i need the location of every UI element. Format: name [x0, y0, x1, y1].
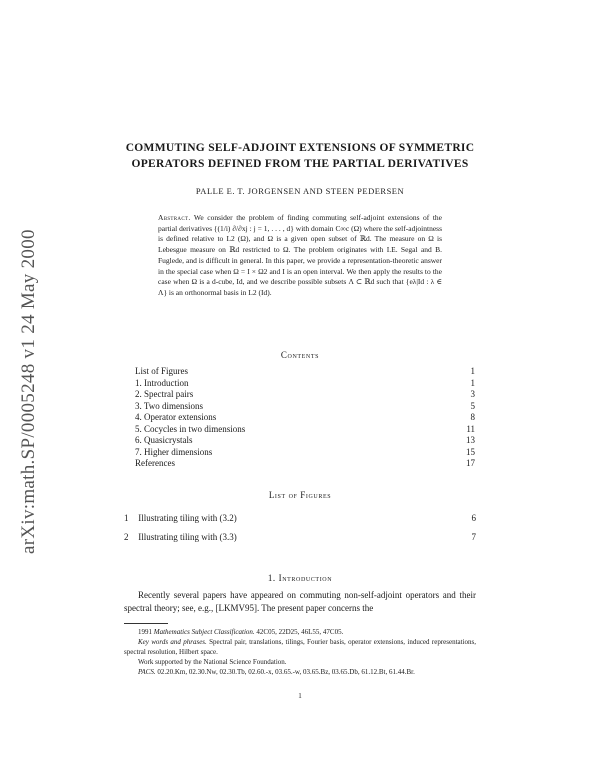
toc-page: 1	[470, 366, 475, 376]
toc-item[interactable]	[135, 458, 475, 470]
footnote-pacs	[124, 668, 476, 678]
keywords-text: Spectral pair, translations, tilings, Fourier basis, operator extensions, induced representations, spectral resolution, Hilbert space.	[124, 638, 477, 656]
abstract-label: Abstract.	[158, 213, 191, 222]
lof-item[interactable]	[124, 509, 476, 528]
toc-item[interactable]	[135, 435, 475, 447]
paper-title	[110, 140, 490, 172]
footnote-keywords	[124, 638, 476, 657]
lof-number: 2	[124, 532, 129, 542]
authors: PALLE E. T. JORGENSEN AND STEEN PEDERSEN	[195, 186, 405, 196]
table-of-contents	[135, 366, 475, 470]
lof-number: 1	[124, 513, 129, 523]
toc-label: 4. Operator extensions	[135, 412, 217, 422]
arxiv-identifier: arXiv:math.SP/0005248 v1 24 May 2000	[18, 229, 39, 555]
toc-label: 1. Introduction	[135, 377, 189, 388]
toc-label: 5. Cocycles in two dimensions	[135, 423, 246, 434]
toc-label: 2. Spectral pairs	[135, 389, 194, 399]
toc-page: 13	[466, 435, 475, 445]
toc-label: 7. Higher dimensions	[135, 446, 213, 457]
footnote-msc	[124, 628, 476, 638]
title-line-2: OPERATORS DEFINED FROM THE PARTIAL DERIVATIVES	[131, 158, 469, 170]
toc-item[interactable]	[135, 378, 475, 390]
toc-item[interactable]	[135, 401, 475, 413]
toc-item[interactable]	[135, 424, 475, 436]
toc-page: 3	[470, 389, 475, 399]
list-of-figures	[124, 509, 476, 547]
lof-page: 6	[471, 513, 476, 523]
lof-item[interactable]	[124, 528, 476, 547]
lof-label: Illustrating tiling with (3.2)	[138, 513, 237, 523]
footnote-rule	[124, 623, 168, 624]
contents-heading: Contents	[280, 350, 320, 360]
toc-page: 17	[466, 458, 475, 468]
toc-label: References	[135, 458, 175, 468]
pacs-label: PACS.	[138, 668, 156, 676]
introduction-heading: 1. Introduction	[267, 573, 333, 583]
toc-page: 11	[466, 423, 475, 434]
keywords-label: Key words and phrases.	[138, 638, 207, 646]
introduction-paragraph: Recently several papers have appeared on commuting non-self-adjoint operators and their spectral theory; see, e.g., [LKMV95]. The present paper concerns the	[124, 590, 476, 613]
title-line-1: COMMUTING SELF-ADJOINT EXTENSIONS OF SYMMETRIC	[125, 142, 475, 154]
toc-page: 1	[470, 377, 475, 388]
toc-item[interactable]	[135, 366, 475, 378]
toc-item[interactable]	[135, 389, 475, 401]
pacs-text: 02.20.Km, 02.30.Nw, 02.30.Tb, 02.60.-x, 03.65.-w, 03.65.Bz, 03.65.Db, 61.12.Bt, 61.44.Br.	[157, 668, 415, 676]
lof-page: 7	[471, 532, 476, 542]
toc-page: 5	[470, 400, 475, 411]
abstract	[158, 213, 442, 299]
toc-label: 3. Two dimensions	[135, 400, 203, 411]
msc-label: Mathematics Subject Classification.	[153, 628, 255, 636]
msc-codes: 42C05, 22D25, 46L55, 47C05.	[256, 628, 344, 636]
toc-label: 6. Quasicrystals	[135, 435, 193, 445]
toc-label: List of Figures	[135, 366, 188, 376]
list-of-figures-heading: List of Figures	[268, 490, 332, 500]
abstract-text: We consider the problem of finding commuting self-adjoint extensions of the partial derivatives {(1/i) ∂/∂xj : j = 1, . . . , d} with domain C∞c (Ω) where the self-adjointness is defined relative to L2 (Ω), and Ω is a given open subset of ℝd. The measure on Ω is Lebesgue measure on ℝd restricted to Ω. The problem originates with I.E. Segal and B. Fuglede, and is difficult in general. In this paper, we provide a representation-theoretic answer in the special case when Ω = I × Ω2 and I is an open interval. We then apply the results to the case when Ω is a d-cube, Id, and we describe possible subsets Λ ⊂ ℝd such that {eλ|Id : λ ∈ Λ} is an orthonormal basis in L2 (Id).	[158, 213, 442, 297]
toc-item[interactable]	[135, 412, 475, 424]
msc-year: 1991	[138, 628, 152, 636]
toc-page: 8	[470, 412, 475, 422]
toc-item[interactable]	[135, 447, 475, 459]
toc-page: 15	[466, 446, 475, 457]
support-text: Work supported by the National Science Foundation.	[138, 658, 287, 666]
footnote-support	[124, 658, 476, 668]
lof-label: Illustrating tiling with (3.3)	[138, 532, 237, 542]
page-number: 1	[298, 692, 302, 700]
